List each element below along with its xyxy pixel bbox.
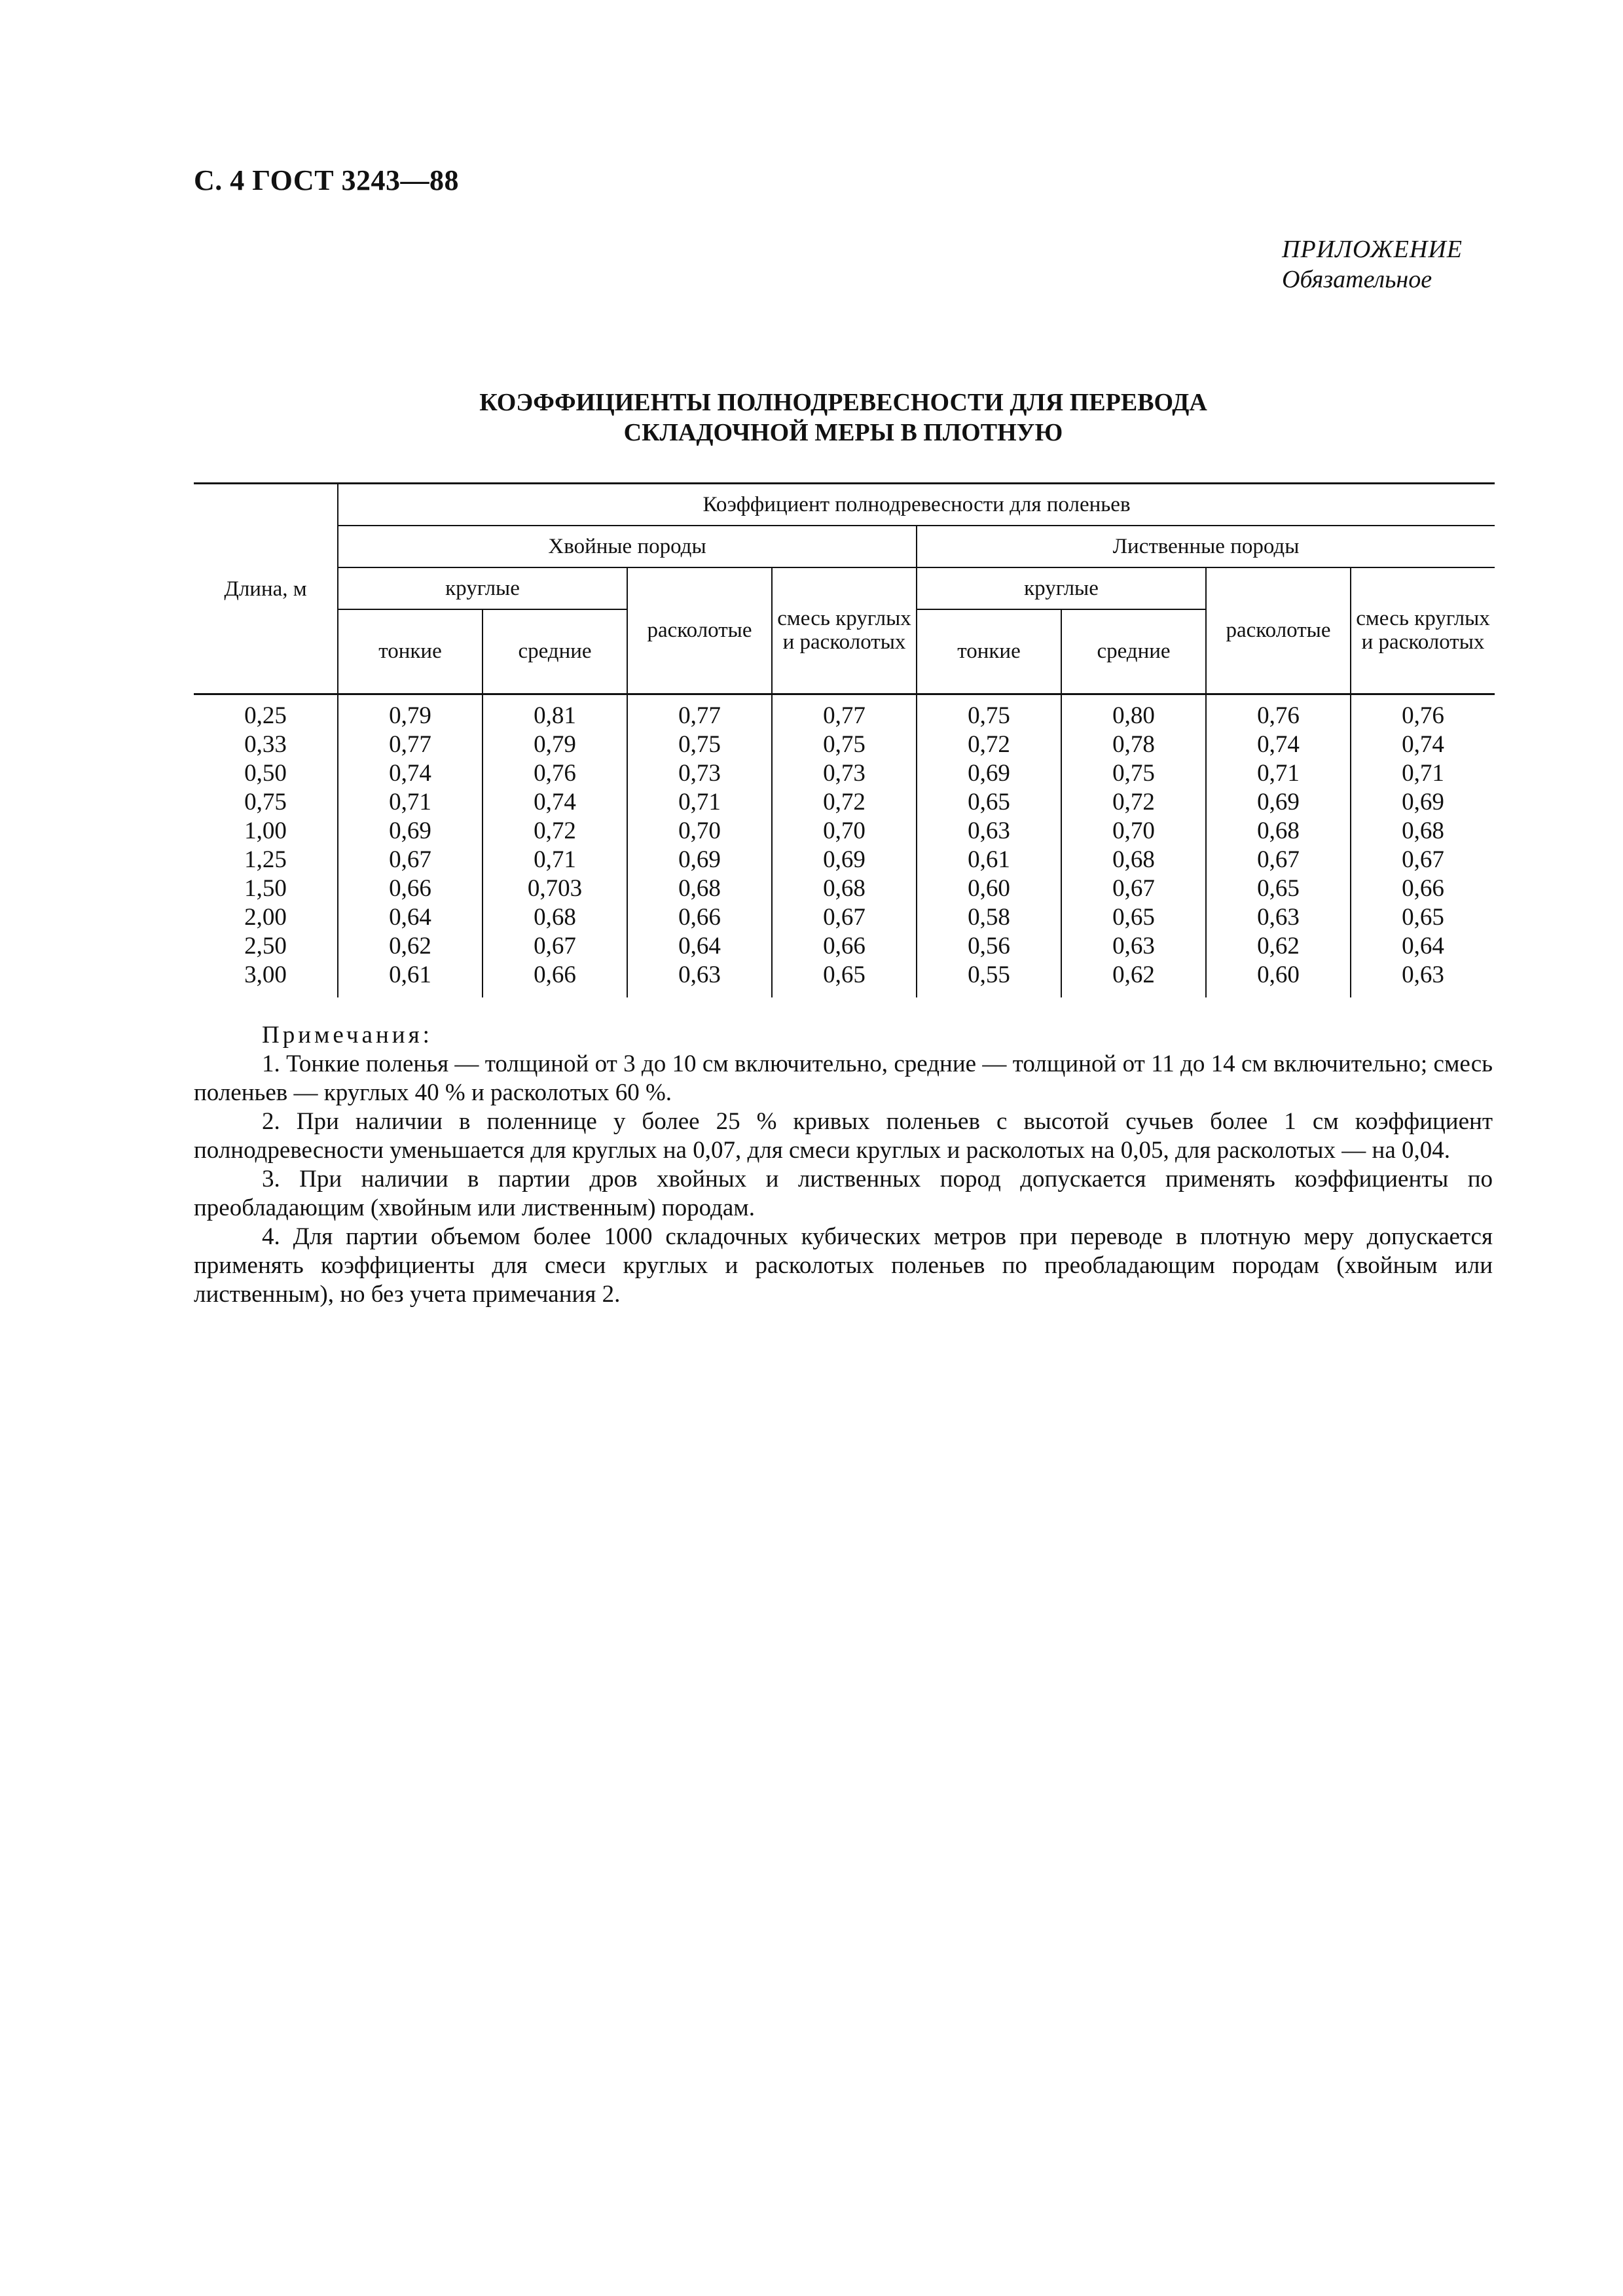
cell-d-split: 0,65 xyxy=(1206,874,1351,903)
cell-length: 2,50 xyxy=(244,933,287,960)
cell-c-thin: 0,67 xyxy=(338,846,483,874)
table-row xyxy=(194,874,1495,903)
cell-c-med: 0,76 xyxy=(483,759,627,788)
appendix-block xyxy=(1282,234,1463,295)
cell-c-split: 0,63 xyxy=(627,961,772,997)
cell-c-mix: 0,70 xyxy=(772,817,917,846)
table-row xyxy=(194,932,1495,961)
cell-d-thin: 0,72 xyxy=(917,730,1061,759)
cell-c-split: 0,64 xyxy=(627,932,772,961)
cell-length: 3,00 xyxy=(244,961,287,988)
header-deciduous: Лиственные породы xyxy=(917,526,1495,567)
cell-d-thin: 0,56 xyxy=(917,932,1061,961)
cell-d-med: 0,67 xyxy=(1061,874,1206,903)
cell-d-mix: 0,63 xyxy=(1351,961,1495,997)
cell-c-med: 0,72 xyxy=(483,817,627,846)
cell-d-mix: 0,71 xyxy=(1351,759,1495,788)
appendix-label: ПРИЛОЖЕНИЕ xyxy=(1282,236,1463,263)
header-deciduous-mix: смесь круглых и расколотых xyxy=(1351,567,1495,694)
cell-d-med: 0,72 xyxy=(1061,788,1206,817)
header-deciduous-round: круглые xyxy=(917,567,1206,609)
note-item: 4. Для партии объемом более 1000 складочных кубических метров при переводе в плотную меру допускается применять коэффициенты для смеси круглых и расколотых поленьев по преобладающим породам (хвойным или лиственным), но без учета примечания 2. xyxy=(194,1223,1493,1308)
cell-d-split: 0,67 xyxy=(1206,846,1351,874)
note-item: 2. При наличии в поленнице у более 25 % кривых поленьев с высотой сучьев более 1 см коэффициент полнодревесности уменьшается для круглых на 0,07, для смеси круглых и расколотых на 0,05, для расколотых — на 0,04. xyxy=(194,1108,1493,1164)
cell-c-thin: 0,69 xyxy=(338,817,483,846)
cell-d-split: 0,63 xyxy=(1206,903,1351,932)
cell-c-mix: 0,77 xyxy=(772,694,917,731)
cell-c-split: 0,66 xyxy=(627,903,772,932)
cell-length: 1,25 xyxy=(244,846,287,873)
cell-d-split: 0,74 xyxy=(1206,730,1351,759)
cell-d-mix: 0,68 xyxy=(1351,817,1495,846)
cell-c-split: 0,70 xyxy=(627,817,772,846)
note-item: 1. Тонкие поленья — толщиной от 3 до 10 см включительно, средние — толщиной от 11 до 14 см включительно; смесь поленьев — круглых 40 % и расколотых 60 %. xyxy=(194,1050,1493,1106)
cell-c-split: 0,77 xyxy=(627,694,772,731)
cell-c-split: 0,73 xyxy=(627,759,772,788)
cell-d-med: 0,75 xyxy=(1061,759,1206,788)
cell-c-thin: 0,61 xyxy=(338,961,483,997)
cell-d-split: 0,68 xyxy=(1206,817,1351,846)
cell-c-mix: 0,75 xyxy=(772,730,917,759)
cell-c-thin: 0,66 xyxy=(338,874,483,903)
cell-d-mix: 0,67 xyxy=(1351,846,1495,874)
header-coefficient: Коэффициент полнодревесности для поленьев xyxy=(338,484,1495,526)
cell-c-med: 0,67 xyxy=(483,932,627,961)
cell-c-mix: 0,72 xyxy=(772,788,917,817)
cell-c-mix: 0,68 xyxy=(772,874,917,903)
cell-c-med: 0,81 xyxy=(483,694,627,731)
cell-d-mix: 0,69 xyxy=(1351,788,1495,817)
cell-d-mix: 0,76 xyxy=(1351,694,1495,731)
notes-heading: Примечания: xyxy=(262,1022,433,1049)
cell-c-thin: 0,77 xyxy=(338,730,483,759)
notes-section xyxy=(194,1021,1493,1309)
cell-d-thin: 0,69 xyxy=(917,759,1061,788)
appendix-status: Обязательное xyxy=(1282,266,1432,293)
cell-length: 1,00 xyxy=(244,817,287,844)
cell-d-thin: 0,63 xyxy=(917,817,1061,846)
table-row xyxy=(194,817,1495,846)
cell-c-split: 0,75 xyxy=(627,730,772,759)
table-title-line2: СКЛАДОЧНОЙ МЕРЫ В ПЛОТНУЮ xyxy=(623,419,1063,446)
header-conifer-thin: тонкие xyxy=(338,609,483,694)
cell-d-thin: 0,75 xyxy=(917,694,1061,731)
cell-length: 0,25 xyxy=(244,702,287,729)
header-conifer-split: расколотые xyxy=(627,567,772,694)
cell-length: 1,50 xyxy=(244,875,287,902)
cell-d-split: 0,62 xyxy=(1206,932,1351,961)
header-length: Длина, м xyxy=(194,484,338,694)
cell-c-med: 0,74 xyxy=(483,788,627,817)
header-deciduous-thin: тонкие xyxy=(917,609,1061,694)
cell-length: 2,00 xyxy=(244,904,287,931)
cell-c-mix: 0,69 xyxy=(772,846,917,874)
cell-d-thin: 0,65 xyxy=(917,788,1061,817)
cell-d-mix: 0,74 xyxy=(1351,730,1495,759)
cell-c-thin: 0,74 xyxy=(338,759,483,788)
cell-d-med: 0,70 xyxy=(1061,817,1206,846)
cell-c-med: 0,79 xyxy=(483,730,627,759)
cell-d-mix: 0,66 xyxy=(1351,874,1495,903)
cell-c-med: 0,68 xyxy=(483,903,627,932)
cell-d-med: 0,68 xyxy=(1061,846,1206,874)
header-deciduous-split: расколотые xyxy=(1206,567,1351,694)
cell-c-mix: 0,65 xyxy=(772,961,917,997)
cell-d-thin: 0,61 xyxy=(917,846,1061,874)
cell-c-med: 0,703 xyxy=(483,874,627,903)
table-row xyxy=(194,759,1495,788)
cell-length: 0,33 xyxy=(244,731,287,758)
cell-d-split: 0,60 xyxy=(1206,961,1351,997)
table-row xyxy=(194,694,1495,731)
header-conifer-round: круглые xyxy=(338,567,627,609)
cell-c-med: 0,66 xyxy=(483,961,627,997)
header-conifer: Хвойные породы xyxy=(338,526,917,567)
cell-d-thin: 0,60 xyxy=(917,874,1061,903)
cell-c-mix: 0,67 xyxy=(772,903,917,932)
header-conifer-mix: смесь круглых и расколотых xyxy=(772,567,917,694)
cell-d-thin: 0,55 xyxy=(917,961,1061,997)
cell-d-thin: 0,58 xyxy=(917,903,1061,932)
cell-c-mix: 0,73 xyxy=(772,759,917,788)
cell-length: 0,75 xyxy=(244,789,287,816)
cell-c-thin: 0,64 xyxy=(338,903,483,932)
cell-length: 0,50 xyxy=(244,760,287,787)
cell-c-thin: 0,71 xyxy=(338,788,483,817)
cell-c-split: 0,68 xyxy=(627,874,772,903)
note-item: 3. При наличии в партии дров хвойных и лиственных пород допускается применять коэффициенты по преобладающим (хвойным или лиственным) породам. xyxy=(194,1166,1493,1221)
table-row xyxy=(194,961,1495,997)
cell-c-thin: 0,79 xyxy=(338,694,483,731)
cell-d-split: 0,69 xyxy=(1206,788,1351,817)
header-deciduous-medium: средние xyxy=(1061,609,1206,694)
cell-c-split: 0,71 xyxy=(627,788,772,817)
header-conifer-medium: средние xyxy=(483,609,627,694)
cell-c-mix: 0,66 xyxy=(772,932,917,961)
cell-c-split: 0,69 xyxy=(627,846,772,874)
page-header: С. 4 ГОСТ 3243—88 xyxy=(194,164,460,196)
table-title xyxy=(194,387,1493,448)
coefficients-table xyxy=(194,482,1495,997)
cell-d-split: 0,76 xyxy=(1206,694,1351,731)
cell-d-split: 0,71 xyxy=(1206,759,1351,788)
cell-d-med: 0,78 xyxy=(1061,730,1206,759)
table-row xyxy=(194,730,1495,759)
cell-d-mix: 0,64 xyxy=(1351,932,1495,961)
cell-d-mix: 0,65 xyxy=(1351,903,1495,932)
table-row xyxy=(194,903,1495,932)
cell-d-med: 0,63 xyxy=(1061,932,1206,961)
cell-c-med: 0,71 xyxy=(483,846,627,874)
table-row xyxy=(194,846,1495,874)
cell-d-med: 0,62 xyxy=(1061,961,1206,997)
cell-d-med: 0,80 xyxy=(1061,694,1206,731)
table-row xyxy=(194,788,1495,817)
table-title-line1: КОЭФФИЦИЕНТЫ ПОЛНОДРЕВЕСНОСТИ ДЛЯ ПЕРЕВОДА xyxy=(479,389,1207,416)
cell-d-med: 0,65 xyxy=(1061,903,1206,932)
cell-c-thin: 0,62 xyxy=(338,932,483,961)
